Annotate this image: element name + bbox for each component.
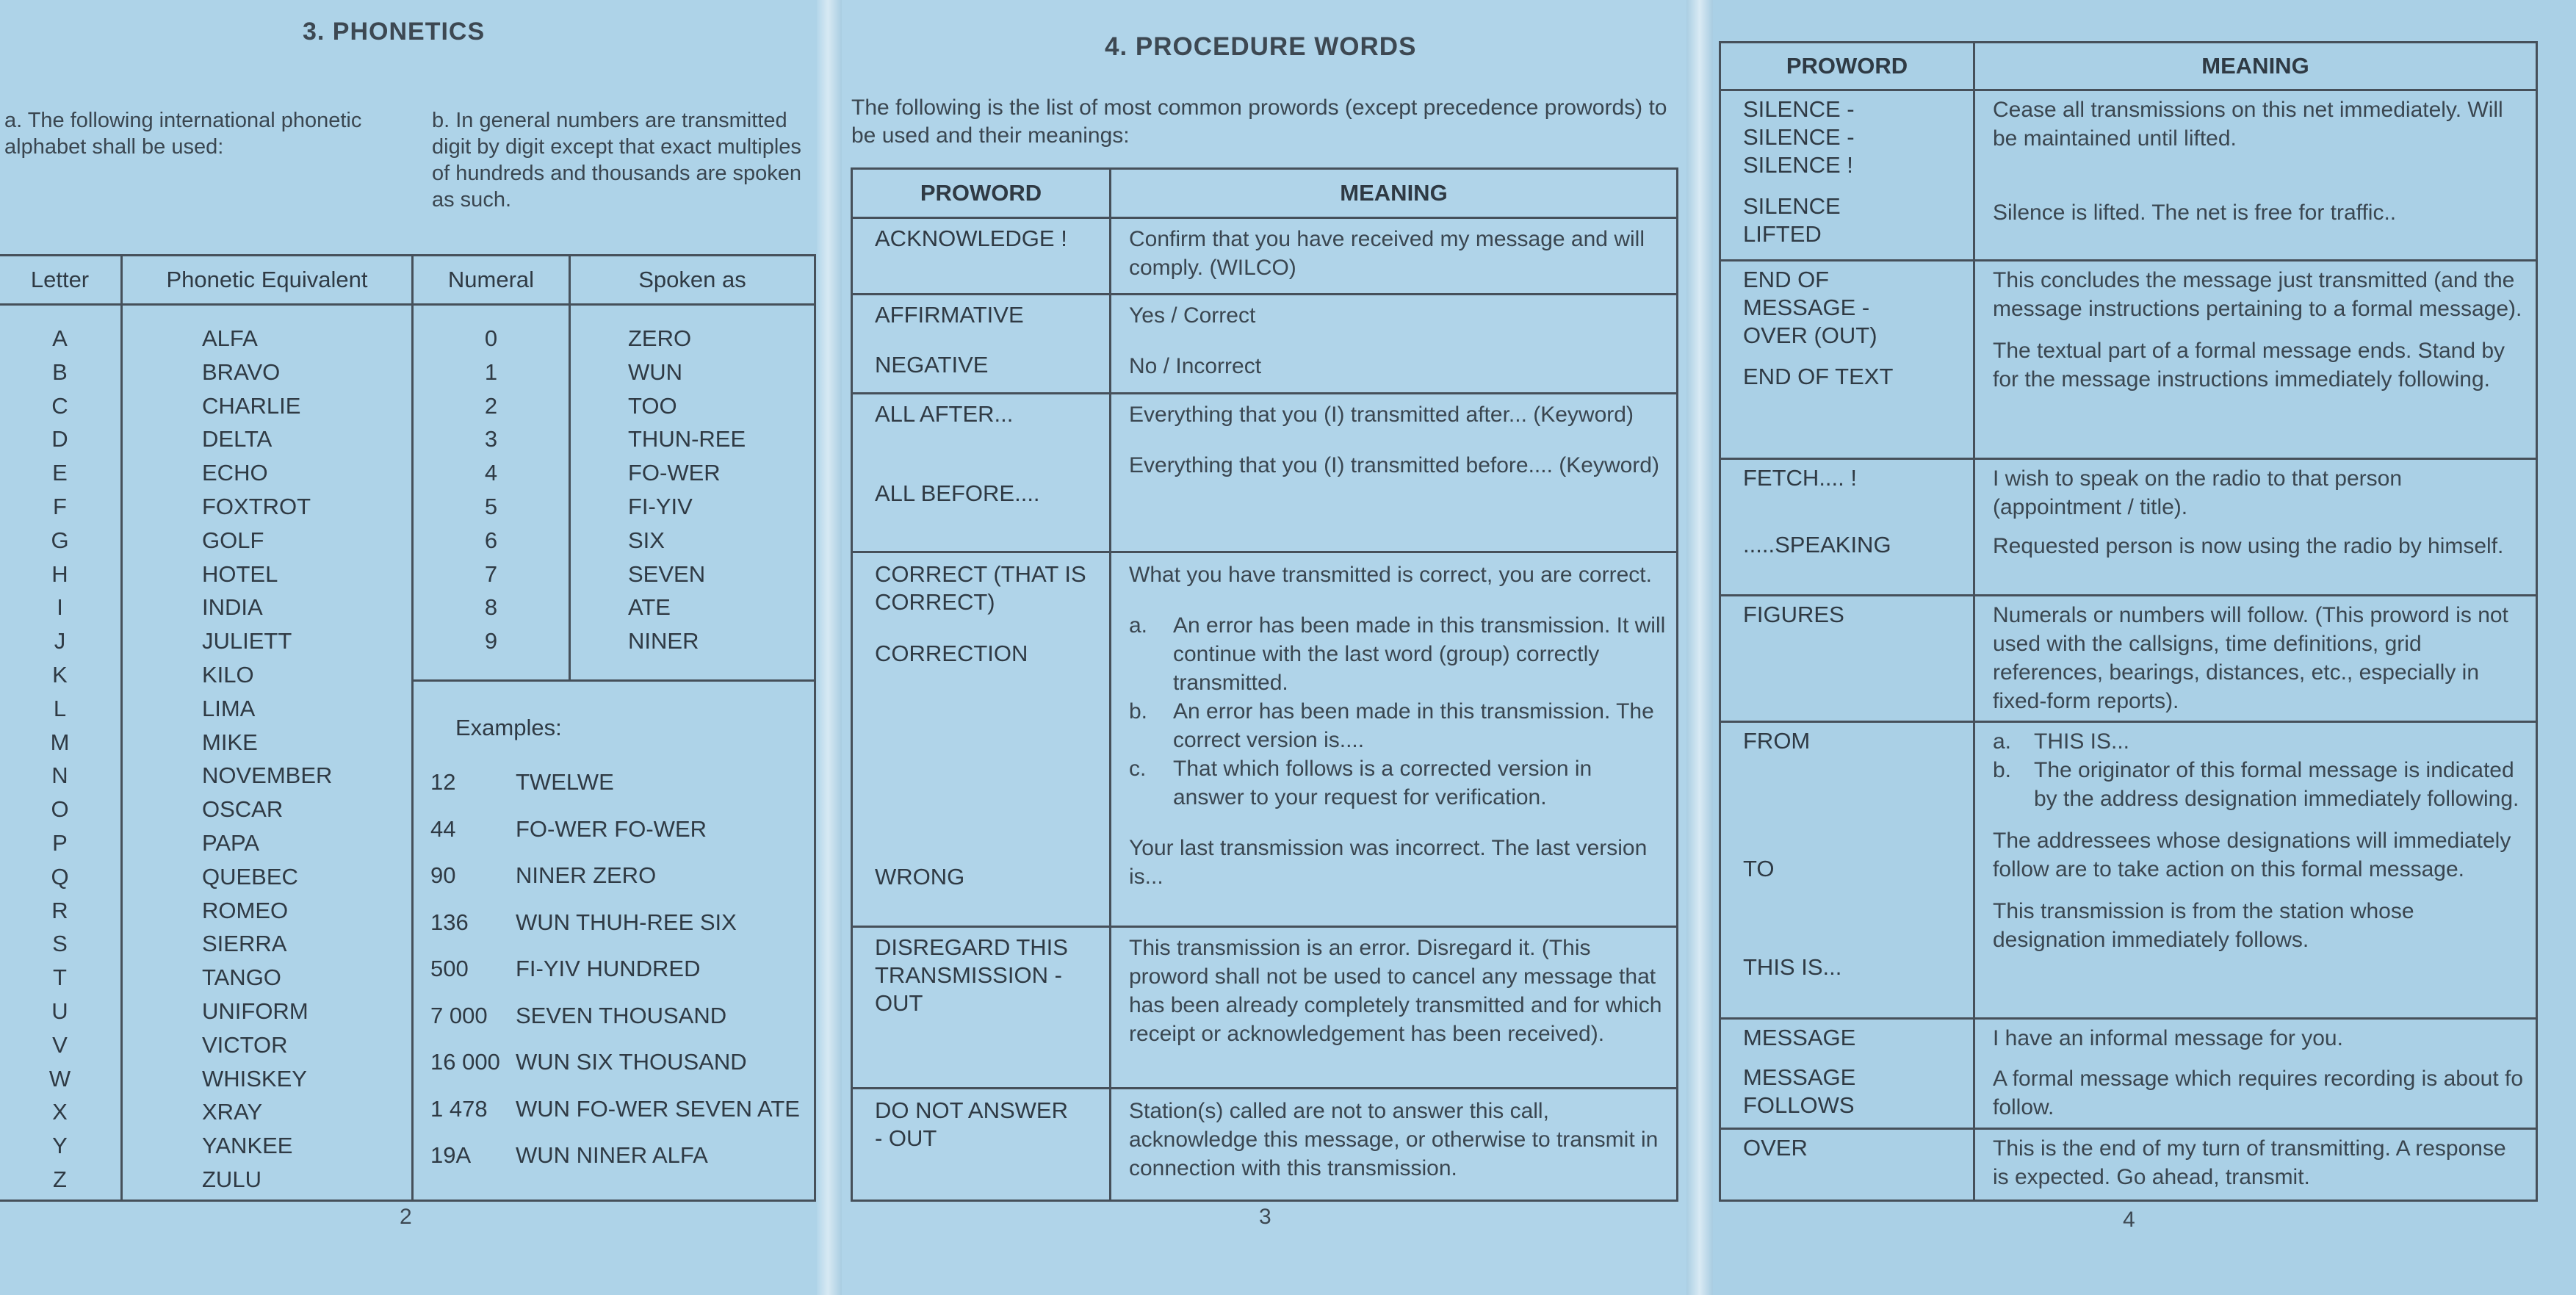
letter-column xyxy=(0,305,122,1201)
example-number: 90 xyxy=(430,862,456,888)
example-row xyxy=(414,992,813,1039)
letter: X xyxy=(52,1099,68,1125)
fold-right xyxy=(1686,0,1713,1295)
example-row xyxy=(414,945,813,992)
phonetic-word: INDIA xyxy=(202,594,263,621)
meaning-cell xyxy=(1974,1019,2537,1129)
meaning: Everything that you (I) transmitted after... (Keyword) xyxy=(1129,403,1634,427)
list-marker: b. xyxy=(1993,758,2012,782)
letter: K xyxy=(52,661,68,688)
numeral: 8 xyxy=(484,594,498,621)
phonetic-word: QUEBEC xyxy=(202,863,298,890)
proword: WRONG xyxy=(875,864,965,890)
meaning-cell xyxy=(1974,596,2537,722)
spoken-word: FO-WER xyxy=(628,460,721,486)
page-2-title: 3. PHONETICS xyxy=(303,18,486,46)
phonetic-word: UNIFORM xyxy=(202,998,309,1024)
meaning: Silence is lifted. The net is free for traffic.. xyxy=(1993,201,2397,225)
meaning: The addressees whose designations will immediately follow are to take action on this formal message. xyxy=(1993,829,2511,881)
phonetic-word: ROMEO xyxy=(202,897,289,923)
proword: DISREGARD THIS TRANSMISSION - OUT xyxy=(875,934,1068,1016)
example-row xyxy=(414,1132,813,1179)
example-row xyxy=(414,806,813,853)
spoken-word: ZERO xyxy=(628,325,692,351)
letter: D xyxy=(51,426,68,452)
spoken-word: THUN-REE xyxy=(628,426,746,452)
proword-table-page-3 xyxy=(851,167,1678,1202)
letter: H xyxy=(51,560,68,587)
proword-cell xyxy=(1720,261,1974,459)
page-3-title: 4. PROCEDURE WORDS xyxy=(1105,32,1417,61)
from-list xyxy=(1993,727,2527,813)
list-item xyxy=(1129,697,1667,754)
list-text: The originator of this formal message is indicated by the address designation immediately following. xyxy=(2034,758,2519,811)
phonetic-word: WHISKEY xyxy=(202,1065,307,1092)
proword-cell xyxy=(1720,1129,1974,1201)
meaning-cell xyxy=(1111,927,1678,1089)
numeral: 6 xyxy=(484,527,498,553)
phonetic-word: VICTOR xyxy=(202,1031,288,1058)
example-spoken: WUN NINER ALFA xyxy=(516,1142,708,1168)
meaning-cell xyxy=(1974,261,2537,459)
meaning-cell xyxy=(1974,722,2537,1019)
phonetic-table xyxy=(0,254,816,1202)
proword-cell xyxy=(1720,90,1974,261)
numeral-column xyxy=(413,305,570,681)
phonetic-word: CHARLIE xyxy=(202,392,301,419)
proword: END OF TEXT xyxy=(1743,364,1894,389)
proword: MESSAGE FOLLOWS xyxy=(1743,1064,1856,1118)
proword: FROM xyxy=(1743,728,1811,754)
meaning: A formal message which requires recording is about fo follow. xyxy=(1993,1067,2524,1119)
meaning: Yes / Correct xyxy=(1129,303,1256,328)
example-spoken: TWELWE xyxy=(516,769,614,795)
letter: A xyxy=(52,325,68,351)
numeral: 2 xyxy=(484,392,498,419)
list-marker: a. xyxy=(1993,729,2012,754)
numeral: 4 xyxy=(484,460,498,486)
example-spoken: WUN FO-WER SEVEN ATE xyxy=(516,1095,800,1122)
list-item xyxy=(1129,754,1667,812)
list-text: An error has been made in this transmission. It will continue with the last word (group) correctly transmitted. xyxy=(1173,613,1666,695)
letter: F xyxy=(53,493,67,519)
phonetic-word: ECHO xyxy=(202,460,268,486)
spoken-word: SEVEN xyxy=(628,560,706,587)
spoken-word: TOO xyxy=(628,392,677,419)
meaning: Everything that you (I) transmitted before.... (Keyword) xyxy=(1129,453,1659,477)
proword: CORRECTION xyxy=(875,641,1028,666)
phonetic-word: JULIETT xyxy=(202,628,292,654)
list-item xyxy=(1993,756,2527,813)
phonetic-word-column xyxy=(122,305,413,1201)
proword: OVER xyxy=(1743,1135,1808,1161)
letter: I xyxy=(57,594,63,621)
letter: L xyxy=(53,695,67,721)
letter: E xyxy=(52,460,68,486)
proword: CORRECT (THAT IS CORRECT) xyxy=(875,561,1086,615)
example-number: 16 000 xyxy=(430,1049,500,1075)
header-letter: Letter xyxy=(0,256,122,305)
meaning: This concludes the message just transmitted (and the message instructions pertaining to a formal message). xyxy=(1993,268,2522,321)
proword-cell xyxy=(852,1089,1111,1201)
example-row xyxy=(414,1086,813,1133)
spoken-word: WUN xyxy=(628,358,683,385)
fold-left xyxy=(817,0,842,1295)
letter: B xyxy=(52,358,68,385)
proword-cell xyxy=(852,552,1111,927)
proword-cell xyxy=(1720,722,1974,1019)
proword: SILENCE - SILENCE - SILENCE ! xyxy=(1743,96,1855,178)
phonetic-word: YANKEE xyxy=(202,1133,293,1159)
header-meaning: MEANING xyxy=(1974,43,2537,90)
phonetic-word: NOVEMBER xyxy=(202,762,333,789)
proword-cell xyxy=(852,394,1111,552)
meaning: Station(s) called are not to answer this call, acknowledge this message, or otherwise to transmit in connection with this transmission. xyxy=(1129,1099,1659,1180)
letter: U xyxy=(51,998,68,1024)
phonetic-word: HOTEL xyxy=(202,560,278,587)
example-number: 12 xyxy=(430,769,456,795)
phonetic-word: KILO xyxy=(202,661,254,688)
meaning-cell xyxy=(1974,1129,2537,1201)
meaning: This transmission is from the station whose designation immediately follows. xyxy=(1993,899,2414,952)
proword-cell xyxy=(852,218,1111,295)
example-spoken: FO-WER FO-WER xyxy=(516,815,707,842)
letter: G xyxy=(51,527,69,553)
numeral: 9 xyxy=(484,628,498,654)
proword: TO xyxy=(1743,856,1775,881)
phonetic-intro-a: a. The following international phonetic alphabet shall be used: xyxy=(4,109,362,159)
phonetic-word: BRAVO xyxy=(202,358,281,385)
proword-table-page-4 xyxy=(1719,41,2538,1202)
proword: .....SPEAKING xyxy=(1743,532,1891,558)
letter: R xyxy=(51,897,68,923)
meaning-cell xyxy=(1111,1089,1678,1201)
phonetic-word: PAPA xyxy=(202,829,260,856)
proword-cell xyxy=(1720,1019,1974,1129)
letter: Z xyxy=(53,1166,67,1192)
meaning: Confirm that you have received my message and will comply. (WILCO) xyxy=(1129,227,1645,280)
phonetic-word: FOXTROT xyxy=(202,493,311,519)
letter: S xyxy=(52,931,68,957)
page-3-number: 3 xyxy=(1259,1205,1271,1229)
examples-box xyxy=(413,681,815,1201)
spoken-word: SIX xyxy=(628,527,665,553)
spoken-word: NINER xyxy=(628,628,699,654)
example-number: 1 478 xyxy=(430,1095,488,1122)
example-number: 500 xyxy=(430,956,469,981)
proword: AFFIRMATIVE xyxy=(875,302,1024,328)
list-item xyxy=(1993,727,2527,756)
meaning: Your last transmission was incorrect. The last version is... xyxy=(1129,836,1648,889)
letter: Y xyxy=(52,1133,68,1159)
example-row xyxy=(414,852,813,899)
header-phonetic-equivalent: Phonetic Equivalent xyxy=(122,256,413,305)
meaning-cell xyxy=(1111,295,1678,394)
letter: V xyxy=(52,1031,68,1058)
numeral: 3 xyxy=(484,426,498,452)
phonetic-word: SIERRA xyxy=(202,931,287,957)
meaning: Requested person is now using the radio by himself. xyxy=(1993,534,2504,558)
list-text: THIS IS... xyxy=(2034,729,2130,754)
letter: Q xyxy=(51,863,69,890)
meaning-cell xyxy=(1111,394,1678,552)
example-number: 44 xyxy=(430,815,456,842)
proword: SILENCE LIFTED xyxy=(1743,193,1841,247)
example-row xyxy=(414,1039,813,1086)
numeral: 7 xyxy=(484,560,498,587)
example-spoken: NINER ZERO xyxy=(516,862,657,888)
phonetic-word: GOLF xyxy=(202,527,264,553)
proword: ACKNOWLEDGE ! xyxy=(875,226,1067,251)
proword: MESSAGE xyxy=(1743,1025,1856,1050)
numeral: 1 xyxy=(484,358,498,385)
spoken-as-column xyxy=(570,305,815,681)
page-2-number: 2 xyxy=(400,1205,412,1229)
proword: FIGURES xyxy=(1743,602,1844,627)
header-proword: PROWORD xyxy=(1720,43,1974,90)
letter: P xyxy=(52,829,68,856)
proword-cell xyxy=(852,927,1111,1089)
procedure-words-intro: The following is the list of most common prowords (except precedence prowords) to be used and their meanings: xyxy=(851,95,1667,148)
numeral: 0 xyxy=(484,325,498,351)
meaning-cell xyxy=(1111,218,1678,295)
phonetic-word: LIMA xyxy=(202,695,256,721)
page-4-number: 4 xyxy=(2123,1208,2135,1232)
proword: NEGATIVE xyxy=(875,352,989,378)
example-row xyxy=(414,899,813,946)
example-spoken: SEVEN THOUSAND xyxy=(516,1002,727,1028)
spoken-word: ATE xyxy=(628,594,671,621)
proword: FETCH.... ! xyxy=(1743,465,1857,491)
phonetic-word: DELTA xyxy=(202,426,273,452)
letter: N xyxy=(51,762,68,789)
header-spoken-as: Spoken as xyxy=(570,256,815,305)
proword-cell xyxy=(1720,459,1974,596)
meaning-cell xyxy=(1974,459,2537,596)
header-proword: PROWORD xyxy=(852,169,1111,218)
correction-list xyxy=(1129,611,1667,812)
meaning: This transmission is an error. Disregard it. (This proword shall not be used to cancel any message that has been already completely transmitted and for which receipt or acknowledgement has been received). xyxy=(1129,936,1662,1046)
proword: END OF MESSAGE - OVER (OUT) xyxy=(1743,267,1877,348)
proword: DO NOT ANSWER - OUT xyxy=(875,1097,1068,1151)
letter: W xyxy=(48,1065,71,1092)
example-spoken: FI-YIV HUNDRED xyxy=(516,956,701,981)
meaning-cell xyxy=(1974,90,2537,261)
meaning: Cease all transmissions on this net immediately. Will be maintained until lifted. xyxy=(1993,98,2503,151)
list-text: An error has been made in this transmission. The correct version is.... xyxy=(1173,699,1654,752)
list-marker: b. xyxy=(1129,699,1148,724)
numeral: 5 xyxy=(484,493,498,519)
phonetic-word: XRAY xyxy=(202,1099,263,1125)
list-text: That which follows is a corrected version in answer to your request for verification. xyxy=(1173,757,1592,809)
letter: M xyxy=(50,729,70,755)
example-spoken: WUN SIX THOUSAND xyxy=(516,1049,747,1075)
meaning: This is the end of my turn of transmitting. A response is expected. Go ahead, transmit. xyxy=(1993,1136,2506,1189)
meaning: No / Incorrect xyxy=(1129,354,1262,378)
phonetic-word: TANGO xyxy=(202,964,281,991)
example-number: 136 xyxy=(430,909,469,935)
proword: THIS IS... xyxy=(1743,954,1842,980)
letter: J xyxy=(54,628,66,654)
meaning: The textual part of a formal message ends. Stand by for the message instructions immediately following. xyxy=(1993,339,2505,392)
letter: T xyxy=(53,964,67,991)
list-marker: a. xyxy=(1129,613,1148,638)
meaning: Numerals or numbers will follow. (This proword is not used with the callsigns, time definitions, grid references, bearings, distances, etc., especially in fixed-form reports). xyxy=(1993,603,2508,713)
proword: ALL AFTER... xyxy=(875,401,1014,427)
example-row xyxy=(414,759,813,806)
phonetic-word: MIKE xyxy=(202,729,258,755)
list-item xyxy=(1129,611,1667,697)
example-number: 7 000 xyxy=(430,1002,488,1028)
header-meaning: MEANING xyxy=(1111,169,1678,218)
examples-label: Examples: xyxy=(455,715,562,740)
proword-cell xyxy=(1720,596,1974,722)
proword-cell xyxy=(852,295,1111,394)
meaning: I have an informal message for you. xyxy=(1993,1026,2343,1050)
example-spoken: WUN THUH-REE SIX xyxy=(516,909,737,935)
letter: C xyxy=(51,392,68,419)
spoken-word: FI-YIV xyxy=(628,493,693,519)
meaning: What you have transmitted is correct, you are correct. xyxy=(1129,563,1652,587)
example-number: 19A xyxy=(430,1142,472,1168)
phonetic-word: ZULU xyxy=(202,1166,261,1192)
meaning: I wish to speak on the radio to that person (appointment / title). xyxy=(1993,466,2403,519)
numerals-intro-b: b. In general numbers are transmitted digit by digit except that exact multiples of hundreds and thousands are spoken as such. xyxy=(432,109,802,212)
header-numeral: Numeral xyxy=(413,256,570,305)
proword: ALL BEFORE.... xyxy=(875,480,1040,506)
list-marker: c. xyxy=(1129,757,1147,781)
phonetic-word: OSCAR xyxy=(202,796,284,823)
letter: O xyxy=(51,796,69,823)
meaning-cell xyxy=(1111,552,1678,927)
phonetic-word: ALFA xyxy=(202,325,258,351)
